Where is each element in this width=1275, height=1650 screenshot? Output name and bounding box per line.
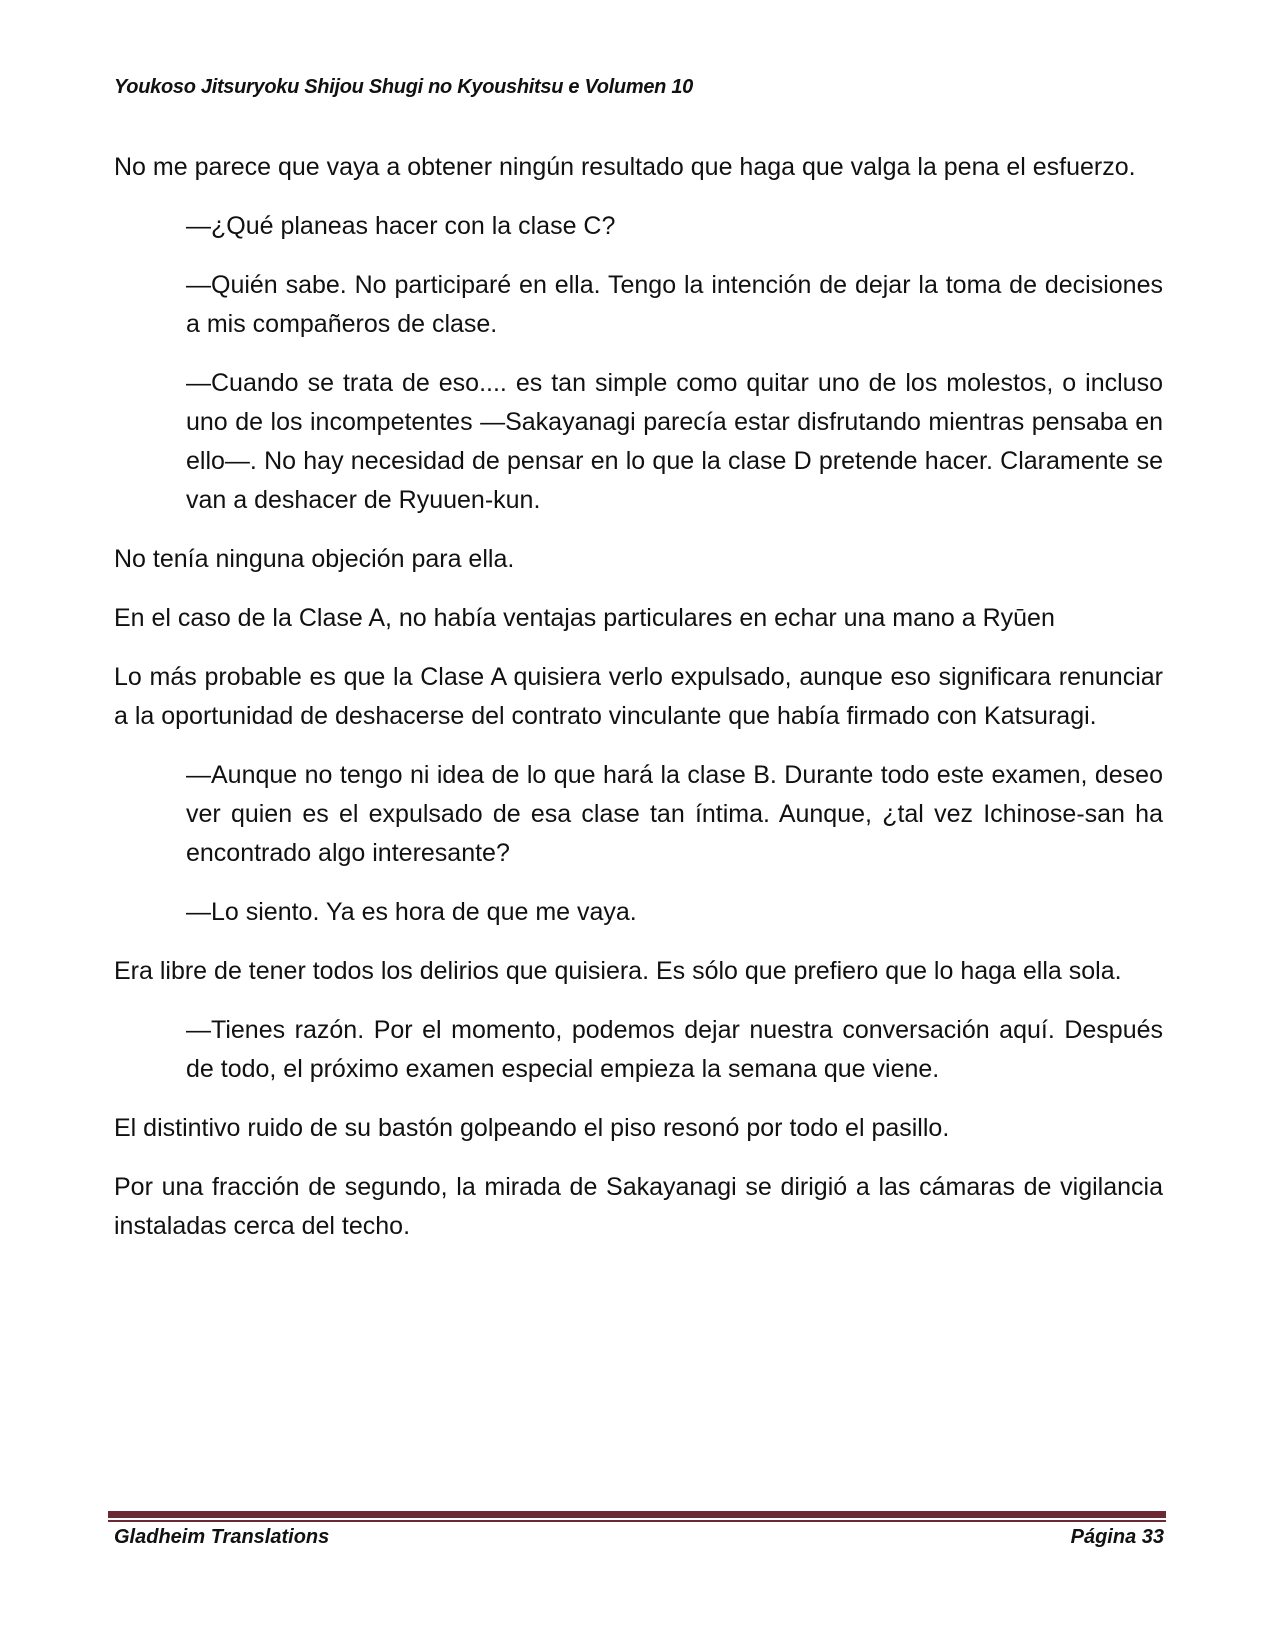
dialogue-paragraph: —¿Qué planeas hacer con la clase C? [186, 212, 616, 240]
paragraph: No me parece que vaya a obtener ningún resultado que haga que valga la pena el esfuerzo. [114, 153, 1136, 181]
paragraph: En el caso de la Clase A, no había ventajas particulares en echar una mano a Ryūen [114, 604, 1055, 632]
footer-credit: Gladheim Translations [114, 1526, 330, 1548]
page-number: Página 33 [1070, 1526, 1164, 1548]
paragraph: Por una fracción de segundo, la mirada de Sakayanagi se dirigió a las cámaras de vigilancia instaladas cerca del techo. [114, 1173, 1163, 1240]
running-header: Youkoso Jitsuryoku Shijou Shugi no Kyoushitsu e Volumen 10 [114, 76, 693, 98]
paragraph: El distintivo ruido de su bastón golpeando el piso resonó por todo el pasillo. [114, 1114, 950, 1142]
dialogue-paragraph: —Quién sabe. No participaré en ella. Tengo la intención de dejar la toma de decisiones a mis compañeros de clase. [186, 271, 1163, 338]
paragraph: Era libre de tener todos los delirios que quisiera. Es sólo que prefiero que lo haga ella sola. [114, 957, 1122, 985]
paragraph: No tenía ninguna objeción para ella. [114, 545, 515, 573]
dialogue-paragraph: —Aunque no tengo ni idea de lo que hará la clase B. Durante todo este examen, deseo ver quien es el expulsado de esa clase tan íntima. Aunque, ¿tal vez Ichinose-san ha encontrado algo interesante? [186, 761, 1163, 867]
dialogue-paragraph: —Lo siento. Ya es hora de que me vaya. [186, 898, 637, 926]
footer-rule-thick [108, 1511, 1166, 1518]
dialogue-paragraph: —Cuando se trata de eso.... es tan simple como quitar uno de los molestos, o incluso uno de los incompetentes —Sakayanagi parecía estar disfrutando mientras pensaba en ello—. No hay necesidad de pensar en lo que la clase D pretende hacer. Claramente se van a deshacer de Ryuuen-kun. [186, 369, 1163, 514]
dialogue-paragraph: —Tienes razón. Por el momento, podemos dejar nuestra conversación aquí. Después de todo, el próximo examen especial empieza la semana que viene. [186, 1016, 1163, 1083]
paragraph: Lo más probable es que la Clase A quisiera verlo expulsado, aunque eso significara renunciar a la oportunidad de deshacerse del contrato vinculante que había firmado con Katsuragi. [114, 663, 1163, 730]
page-body [114, 148, 1163, 1266]
footer-rule-thin [108, 1520, 1166, 1522]
